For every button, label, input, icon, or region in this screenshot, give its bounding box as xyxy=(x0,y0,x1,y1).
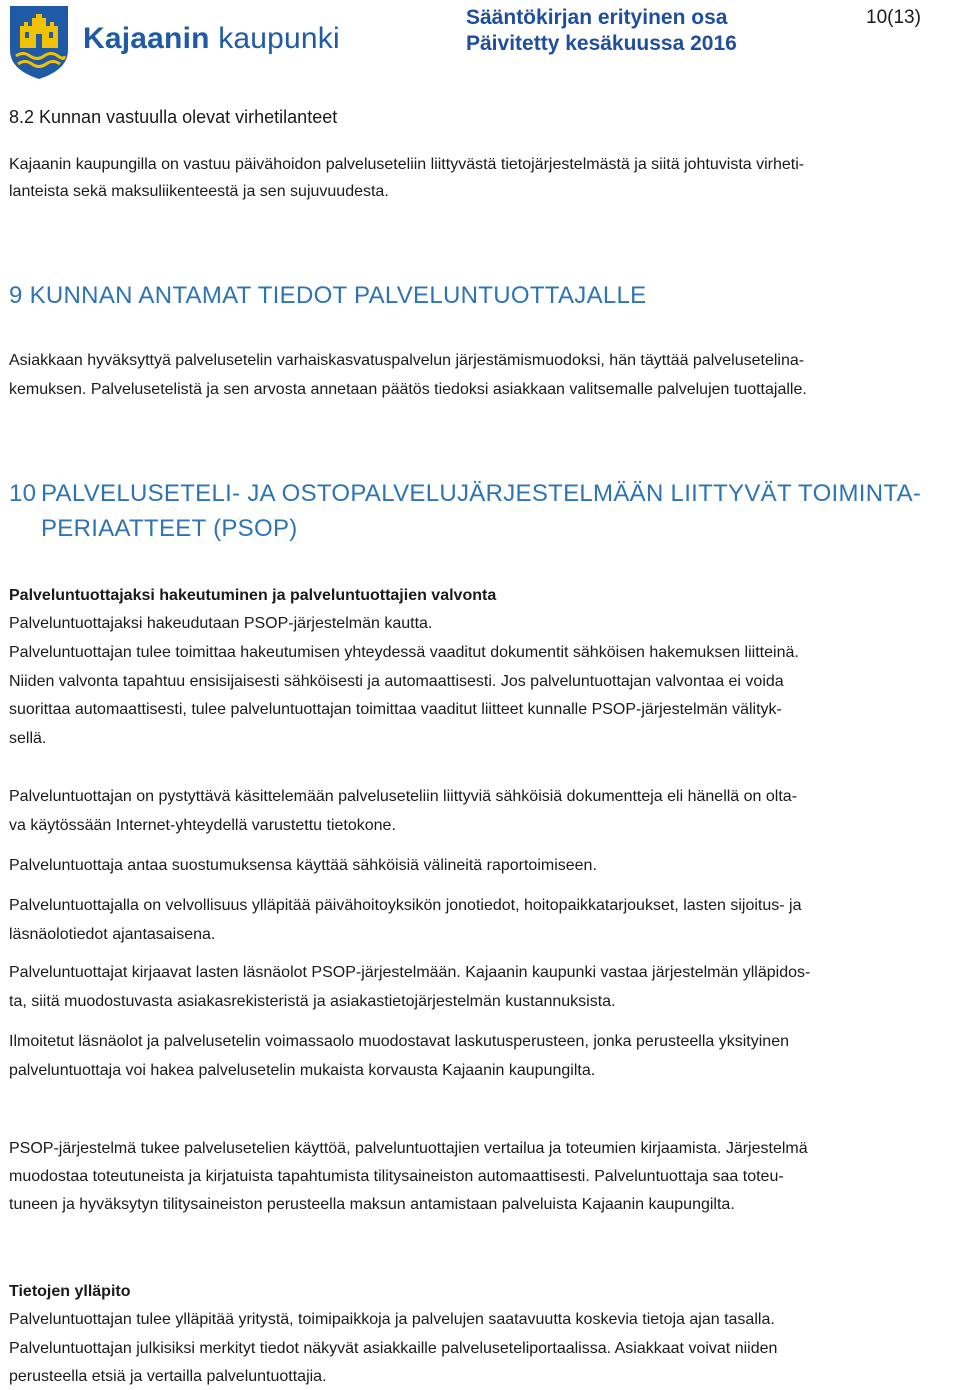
paragraph-line: läsnäolotiedot ajantasaisena. xyxy=(9,926,216,943)
paragraph-line: Palveluntuottajaksi hakeudutaan PSOP-järjestelmän kautta. xyxy=(9,615,433,632)
page-header xyxy=(0,0,960,80)
paragraph-line: Ilmoitetut läsnäolot ja palvelusetelin voimassaolo muodostavat laskutusperusteen, jonka perusteella yksityinen xyxy=(9,1033,789,1050)
paragraph-line: lanteista sekä maksuliikenteestä ja sen sujuvuudesta. xyxy=(9,183,389,200)
paragraph-line: sellä. xyxy=(9,730,47,747)
section-10-heading-cont: PERIAATTEET (PSOP) xyxy=(41,515,298,542)
page-number: 10(13) xyxy=(866,7,921,28)
section-8-2-heading: 8.2 Kunnan vastuulla olevat virhetilanteet xyxy=(9,107,338,127)
paragraph-line: Palveluntuottajat kirjaavat lasten läsnäolot PSOP-järjestelmään. Kajaanin kaupunki vastaa järjestelmän ylläpidos- xyxy=(9,964,811,981)
paragraph-line: Palveluntuottajan tulee toimittaa hakeutumisen yhteydessä vaaditut dokumentit sähköisen hakemuksen liitteinä. xyxy=(9,644,799,661)
coat-of-arms-icon xyxy=(8,4,70,80)
paragraph-line: PSOP-järjestelmä tukee palvelusetelien käyttöä, palveluntuottajien vertailua ja toteumien kirjaamista. Järjestelmä xyxy=(9,1140,808,1157)
paragraph-line: Palveluntuottajan tulee ylläpitää yritystä, toimipaikkoja ja palvelujen saatavuutta koskevia tietoja ajan tasalla. xyxy=(9,1311,775,1328)
paragraph-line: tuneen ja hyväksytyn tilitysaineiston perusteella maksun antamistaan palveluista Kajaanin kaupungilta. xyxy=(9,1196,735,1213)
city-logo-text: Kajaanin kaupunki xyxy=(83,22,340,55)
paragraph-line: Niiden valvonta tapahtuu ensisijaisesti sähköisesti ja automaattisesti. Jos palveluntuottajan valvontaa ei voida xyxy=(9,673,784,690)
paragraph-line: Palveluntuottaja antaa suostumuksensa käyttää sähköisiä välineitä raportoimiseen. xyxy=(9,857,597,874)
paragraph-line: Asiakkaan hyväksyttyä palvelusetelin varhaiskasvatuspalvelun järjestämismuodoksi, hän täyttää palvelusetelina- xyxy=(9,352,805,369)
paragraph-line: perusteella etsiä ja vertailla palveluntuottajia. xyxy=(9,1368,327,1385)
paragraph-line: Palveluntuottajan on pystyttävä käsittelemään palveluseteliin liittyviä sähköisiä dokumentteja eli hänellä on olta- xyxy=(9,788,798,805)
paragraph-line: va käytössään Internet-yhteydellä varustettu tietokone. xyxy=(9,817,396,834)
paragraph-line: muodostaa toteutuneista ja kirjatuista tapahtumista tilitysaineiston automaattisesti. Palveluntuottaja saa toteu- xyxy=(9,1168,784,1185)
section-9-heading: 9 KUNNAN ANTAMAT TIEDOT PALVELUNTUOTTAJALLE xyxy=(9,282,647,309)
paragraph-line: Palveluntuottajalla on velvollisuus ylläpitää päivähoitoyksikön jonotiedot, hoitopaikkatarjoukset, lasten sijoitus- ja xyxy=(9,897,802,914)
document-updated: Päivitetty kesäkuussa 2016 xyxy=(466,32,737,55)
paragraph-line: Palveluntuottajan julkisiksi merkityt tiedot näkyvät asiakkaille palveluseteliportaalissa. Asiakkaat voivat niiden xyxy=(9,1340,778,1357)
paragraph-line: Kajaanin kaupungilla on vastuu päivähoidon palveluseteliin liittyvästä tietojärjestelmästä ja siitä johtuvista virheti- xyxy=(9,156,805,173)
subsection-heading: Tietojen ylläpito xyxy=(9,1283,131,1300)
paragraph-line: kemuksen. Palvelusetelistä ja sen arvosta annetaan päätös tiedoksi asiakkaan valitsemalle palvelujen tuottajalle. xyxy=(9,381,807,398)
paragraph-line: suorittaa automaattisesti, tulee palveluntuottajan toimittaa vaaditut liitteet kunnalle PSOP-järjestelmän välityk- xyxy=(9,701,782,718)
document-title: Sääntökirjan erityinen osa xyxy=(466,6,728,29)
section-10-number: 10 xyxy=(9,480,37,507)
subsection-heading: Palveluntuottajaksi hakeutuminen ja palveluntuottajien valvonta xyxy=(9,587,497,604)
paragraph-line: ta, siitä muodostuvasta asiakasrekisteristä ja asiakastietojärjestelmän kustannuksista. xyxy=(9,993,616,1010)
paragraph-line: palveluntuottaja voi hakea palvelusetelin mukaista korvausta Kajaanin kaupungilta. xyxy=(9,1062,596,1079)
section-10-heading: PALVELUSETELI- JA OSTOPALVELUJÄRJESTELMÄÄN LIITTYVÄT TOIMINTA- xyxy=(41,480,922,507)
